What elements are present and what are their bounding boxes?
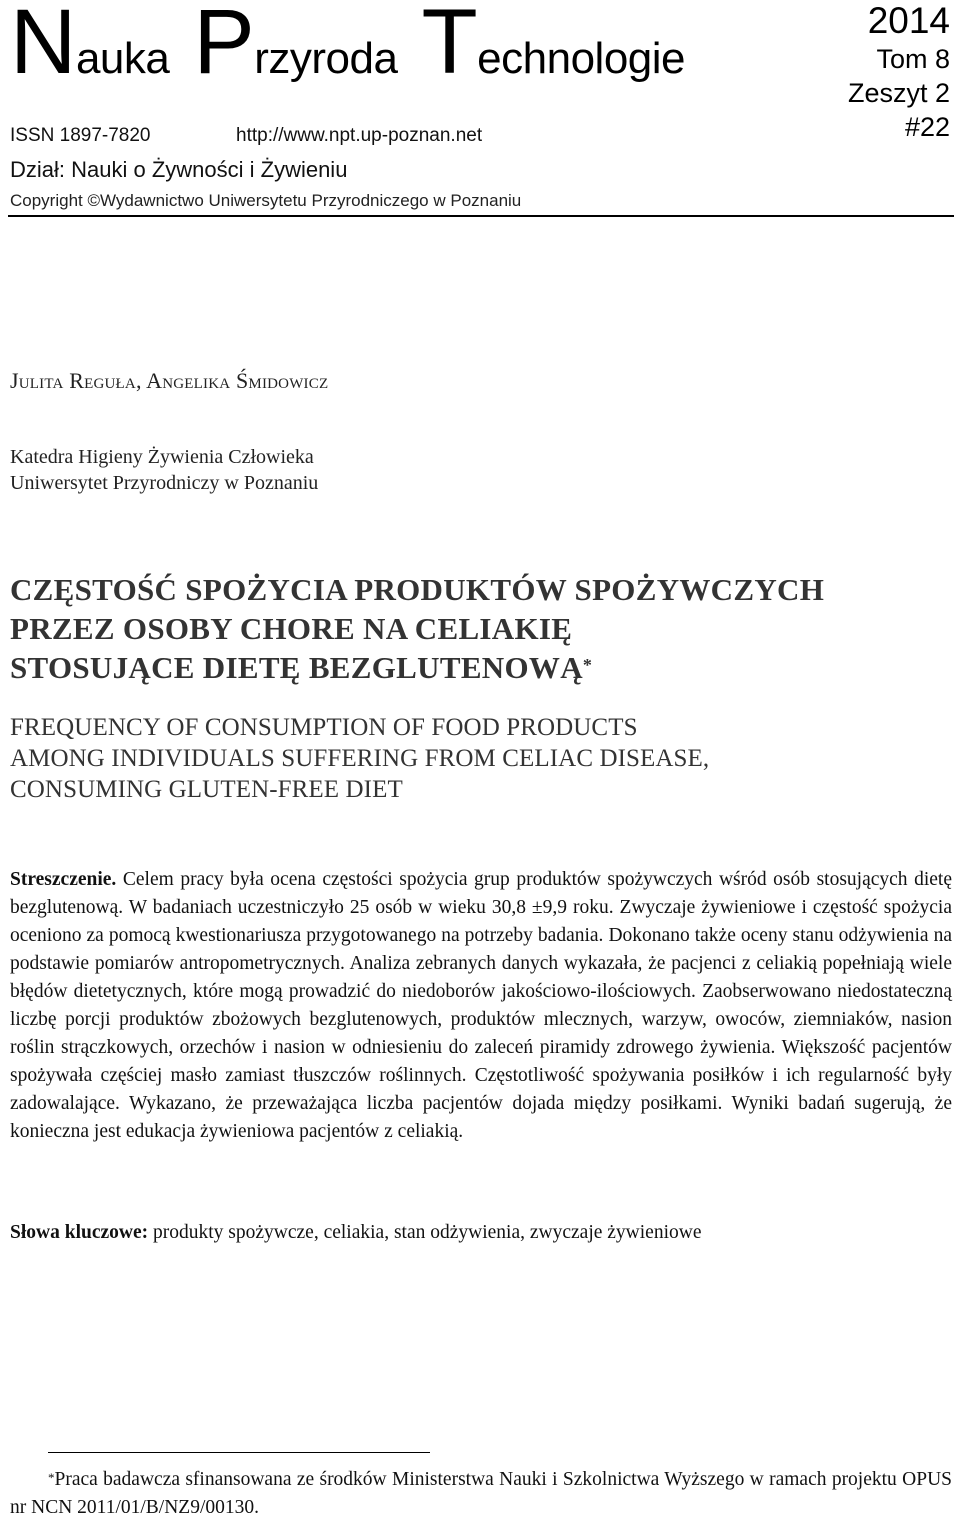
authors-text: Julita Reguła, Angelika Śmidowicz [10, 368, 329, 393]
journal-section: Dział: Nauki o Żywności i Żywieniu [10, 157, 348, 182]
footnote-marker: * [48, 1470, 55, 1485]
journal-title-word: Nauka [10, 0, 170, 93]
title-footnote-marker: * [582, 655, 593, 675]
journal-url-link[interactable]: http://www.npt.up-poznan.net [236, 125, 483, 146]
keywords [10, 1219, 952, 1247]
title-en-line: CONSUMING GLUTEN-FREE DIET [10, 776, 403, 803]
issn: ISSN 1897-7820 [10, 125, 151, 146]
journal-title [10, 0, 709, 93]
footnote-divider [48, 1452, 430, 1453]
footnote [10, 1466, 952, 1522]
issue-number: #22 [904, 112, 950, 142]
article-title-polish [10, 570, 940, 687]
issue-volume: Tom 8 [876, 44, 950, 74]
journal-title-word: Przyroda [193, 0, 398, 93]
footnote-text: Praca badawcza sfinansowana ze środków Ministerstwa Nauki i Szkolnictwa Wyższego w ramach projektu OPUS nr NCN 2011/01/B/NZ9/00130. [10, 1469, 952, 1518]
affiliation-line: Katedra Higieny Żywienia Człowieka [10, 446, 314, 468]
keywords-text: produkty spożywcze, celiakia, stan odżywienia, zwyczaje żywieniowe [153, 1222, 702, 1243]
issue-year: 2014 [867, 0, 950, 41]
article-authors [10, 368, 328, 394]
article-affiliation [10, 444, 318, 496]
affiliation-line: Uniwersytet Przyrodniczy w Poznaniu [10, 472, 319, 494]
copyright-line: Copyright ©Wydawnictwo Uniwersytetu Przyrodniczego w Poznaniu [10, 191, 522, 210]
title-en-line: AMONG INDIVIDUALS SUFFERING FROM CELIAC DISEASE, [10, 745, 710, 772]
journal-title-word: Technologie [421, 0, 686, 93]
abstract-text: Celem pracy była ocena częstości spożycia grup produktów spożywczych wśród osób stosujących dietę bezglutenową. W badaniach uczestniczyło 25 osób w wieku 30,8 ±9,9 roku. Zwyczaje żywieniowe i częstość spożycia oceniono za pomocą kwestionariusza przygotowanego na potrzeby badania. Dokonano także oceny stanu odżywienia na podstawie pomiarów antropometrycznych. Analiza zebranych danych wykazała, że pacjenci z celiakią popełniają wiele błędów dietetycznych, które mogą prowadzić do niedoborów jakościowo-ilościowych. Zaobserwowano niedostateczną liczbę porcji produktów zbożowych bezglutenowych, produktów mlecznych, warzyw, owoców, ziemniaków, nasion roślin strączkowych, orzechów i nasion w odniesieniu do zaleceń piramidy zdrowego żywienia. Większość pacjentów spożywała częściej masło zamiast tłuszczów roślinnych. Częstotliwość spożywania posiłków i ich regularność były zadowalające. Wykazano, że przeważająca liczba pacjentów dojada między posiłkami. Wyniki badań sugerują, że konieczna jest edukacja żywieniowa pacjentów z celiakią. [10, 869, 952, 1142]
article-title-english [10, 712, 940, 805]
abstract-label: Streszczenie. [10, 869, 117, 890]
journal-masthead [8, 0, 954, 217]
abstract [10, 866, 952, 1146]
title-pl-line: STOSUJĄCE DIETĘ BEZGLUTENOWĄ* [10, 650, 593, 685]
title-en-line: FREQUENCY OF CONSUMPTION OF FOOD PRODUCTS [10, 714, 638, 741]
title-pl-line: CZĘSTOŚĆ SPOŻYCIA PRODUKTÓW SPOŻYWCZYCH [10, 572, 825, 607]
issue-info [848, 0, 950, 144]
keywords-label: Słowa kluczowe: [10, 1222, 149, 1243]
issue-issue: Zeszyt 2 [847, 78, 950, 108]
title-pl-line: PRZEZ OSOBY CHORE NA CELIAKIĘ [10, 611, 573, 646]
